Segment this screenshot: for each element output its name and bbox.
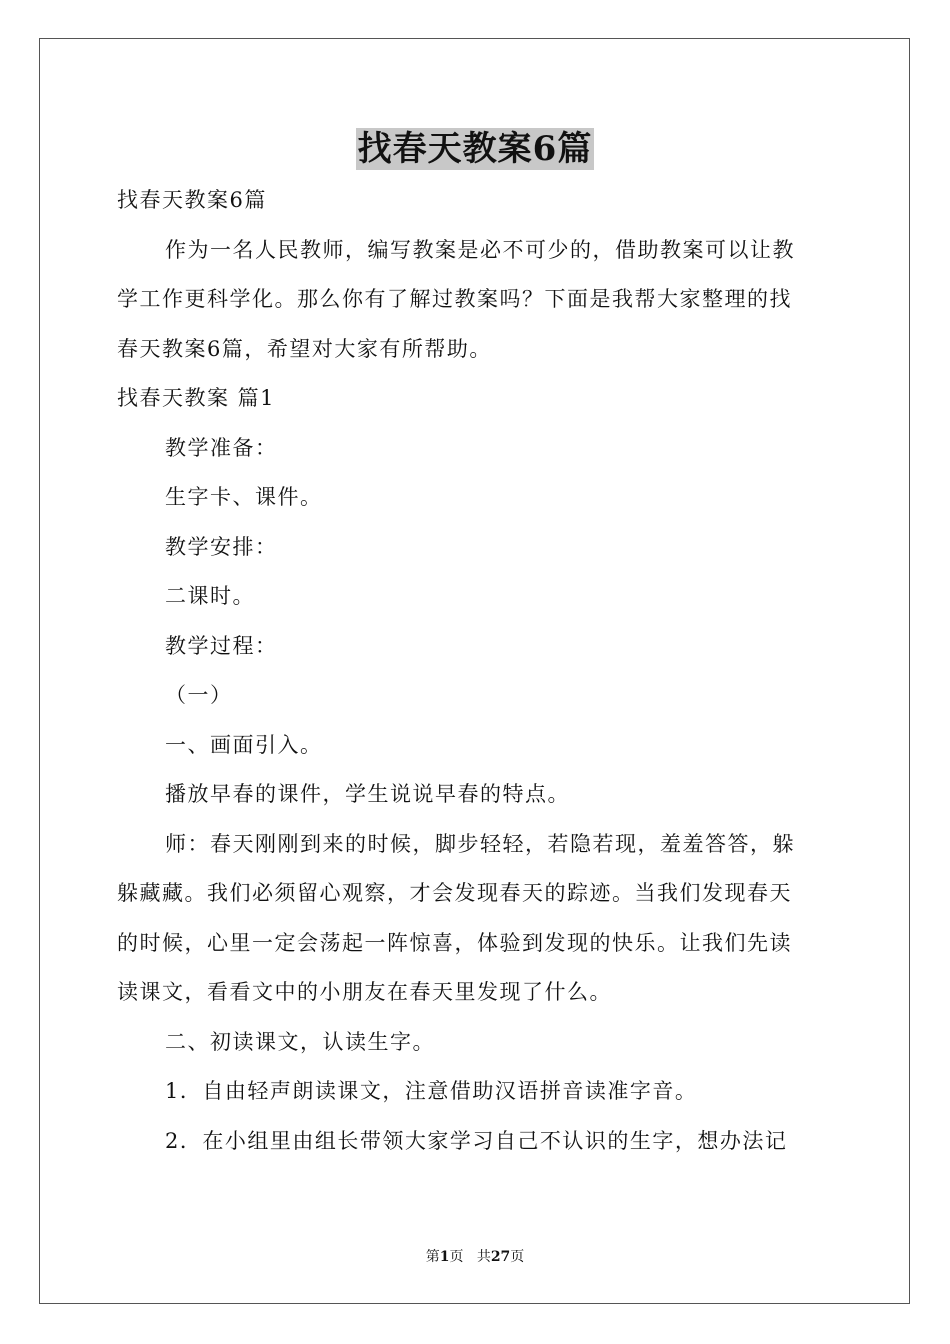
text-line: 学工作更科学化。那么你有了解过教案吗？下面是我帮大家整理的找	[117, 287, 792, 311]
text-line: 师：春天刚刚到来的时候，脚步轻轻，若隐若现，羞羞答答，躲	[165, 831, 795, 856]
footer-page-word: 页	[449, 1249, 464, 1265]
text-line: 播放早春的课件，学生说说早春的特点。	[165, 782, 570, 806]
text-line: 1．自由轻声朗读课文，注意借助汉语拼音读准字音。	[165, 1079, 698, 1103]
page-footer	[0, 1248, 950, 1266]
text-line: 找春天教案 篇1	[117, 386, 276, 410]
text-line: 教学准备：	[165, 435, 278, 460]
text-line: 作为一名人民教师，编写教案是必不可少的，借助教案可以让教	[165, 237, 795, 262]
text-line: 一、画面引入。	[165, 732, 323, 757]
text-line: 找春天教案6篇	[117, 188, 267, 212]
text-line: 2．在小组里由组长带领大家学习自己不认识的生字，想办法记	[165, 1128, 788, 1153]
text-line: 的时候，心里一定会荡起一阵惊喜，体验到发现的快乐。让我们先读	[117, 930, 792, 955]
text-line: （一）	[165, 683, 233, 707]
text-line: 春天教案6篇，希望对大家有所帮助。	[117, 336, 492, 361]
text-line: 躲藏藏。我们必须留心观察，才会发现春天的踪迹。当我们发现春天	[117, 881, 792, 905]
text-line: 教学过程：	[165, 633, 278, 658]
title-container	[0, 128, 950, 170]
document-body	[117, 176, 837, 1166]
text-line: 生字卡、课件。	[165, 485, 323, 509]
footer-current-page: 1	[439, 1249, 450, 1265]
footer-page-prefix: 第	[425, 1249, 440, 1265]
footer-total-pages: 27	[490, 1249, 511, 1265]
text-line: 二课时。	[165, 584, 255, 608]
text-line: 二、初读课文，认读生字。	[165, 1029, 435, 1054]
text-line: 读课文，看看文中的小朋友在春天里发现了什么。	[117, 980, 612, 1004]
document-title: 找春天教案6篇	[357, 129, 593, 169]
text-line: 教学安排：	[165, 534, 278, 559]
footer-total-prefix: 共	[476, 1249, 491, 1265]
footer-total-suffix: 页	[510, 1249, 525, 1265]
